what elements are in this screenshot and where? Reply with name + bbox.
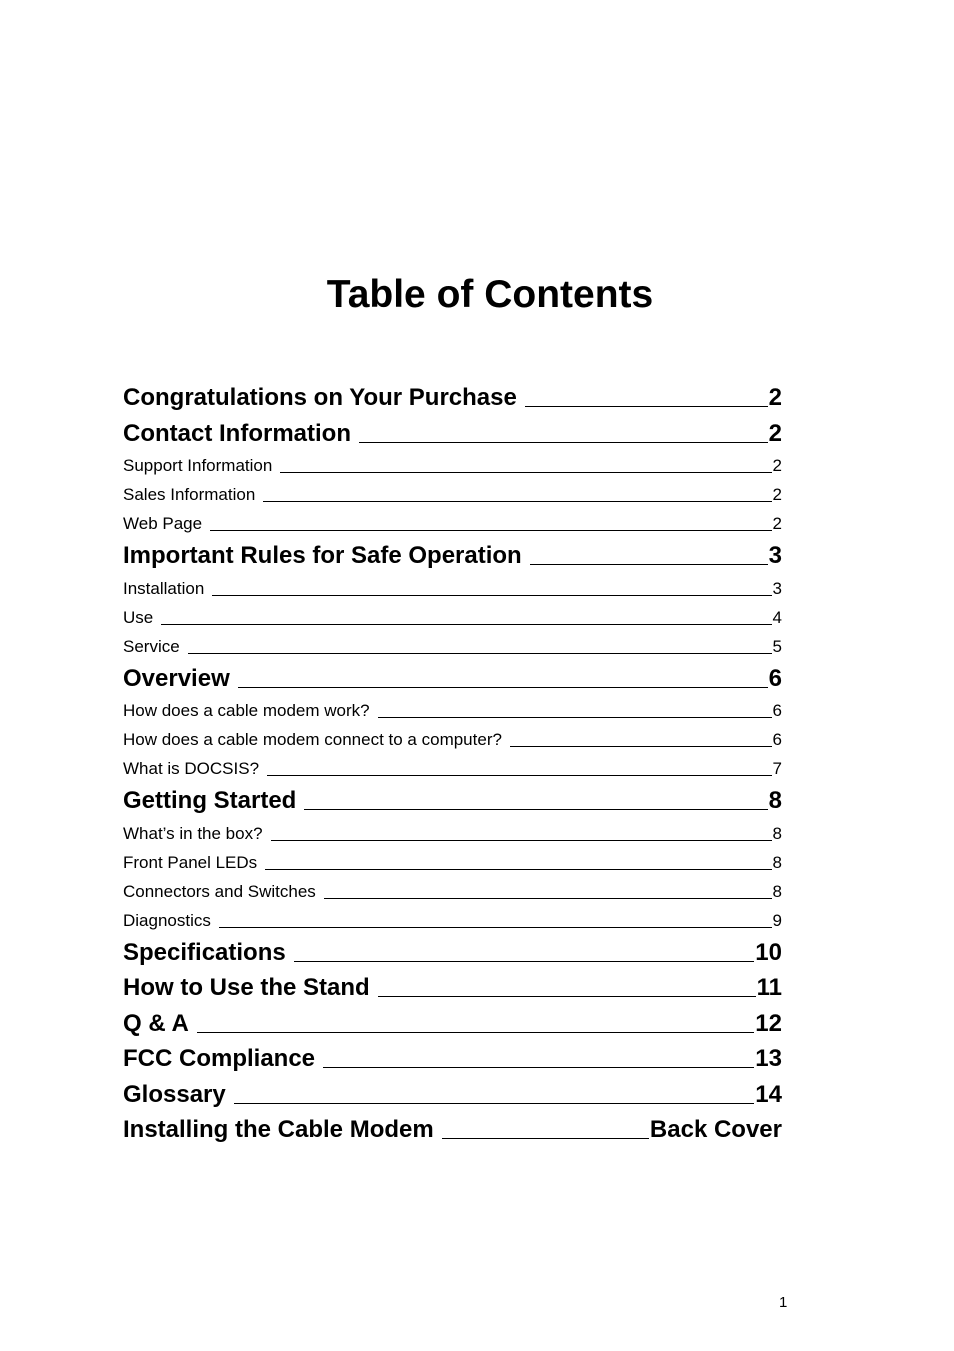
toc-entry-page: 8 — [772, 881, 782, 901]
toc-entry-label: Installing the Cable Modem — [123, 1116, 434, 1143]
toc-entry-label: What’s in the box? — [123, 823, 263, 843]
toc-entry-label: Contact Information — [123, 419, 351, 447]
toc-entry[interactable] — [123, 1006, 782, 1042]
toc-entry[interactable] — [123, 848, 782, 877]
toc-entry[interactable] — [123, 603, 782, 632]
toc-entry-label: What is DOCSIS? — [123, 759, 260, 778]
toc-leader-line — [510, 745, 772, 747]
toc-entry[interactable] — [123, 451, 782, 480]
toc-entry-page: 11 — [756, 974, 782, 1001]
toc-leader-line — [219, 926, 772, 928]
toc-leader-line — [323, 1066, 754, 1068]
toc-entry[interactable] — [123, 754, 782, 783]
toc-entry-label: Connectors and Switches — [123, 881, 316, 901]
toc-leader-line — [265, 868, 771, 870]
toc-leader-line — [525, 405, 768, 407]
toc-entry-label: Use — [123, 607, 154, 627]
toc-entry-page: 3 — [772, 578, 782, 598]
toc-entry[interactable] — [123, 509, 782, 538]
toc-entry-label: Overview — [123, 664, 230, 692]
toc-entry-page: 8 — [768, 787, 782, 814]
toc-entry-page: 6 — [772, 701, 782, 720]
toc-entry-page: 2 — [772, 514, 782, 533]
toc-entry[interactable] — [123, 574, 782, 603]
toc-entry[interactable] — [123, 696, 782, 725]
toc-entry[interactable] — [123, 1041, 782, 1077]
toc-entry-label: Front Panel LEDs — [123, 852, 258, 872]
toc-entry-label: How to Use the Stand — [123, 974, 370, 1001]
toc-entry[interactable] — [123, 480, 782, 509]
toc-entry-label: Diagnostics — [123, 910, 211, 930]
table-of-contents — [123, 380, 782, 1148]
toc-entry[interactable] — [123, 380, 782, 416]
toc-entry[interactable] — [123, 725, 782, 754]
toc-leader-line — [324, 897, 772, 899]
toc-entry-page: 2 — [772, 456, 782, 475]
toc-leader-line — [188, 652, 772, 654]
toc-entry[interactable] — [123, 416, 782, 452]
toc-entry-label: Installation — [123, 578, 205, 598]
toc-entry-label: Support Information — [123, 456, 273, 475]
toc-leader-line — [304, 808, 767, 810]
toc-entry-label: Sales Information — [123, 485, 256, 504]
toc-entry-page: 2 — [768, 384, 782, 411]
toc-entry[interactable] — [123, 970, 782, 1006]
toc-leader-line — [294, 960, 755, 962]
toc-entry-label: How does a cable modem connect to a computer? — [123, 730, 502, 749]
toc-leader-line — [530, 563, 768, 565]
toc-entry[interactable] — [123, 819, 782, 848]
toc-entry-page: 6 — [772, 730, 782, 749]
toc-entry[interactable] — [123, 661, 782, 697]
toc-leader-line — [280, 471, 771, 473]
toc-leader-line — [210, 529, 771, 531]
toc-leader-line — [161, 623, 771, 625]
toc-entry-page: 9 — [772, 910, 782, 930]
toc-leader-line — [263, 500, 771, 502]
toc-entry-label: Getting Started — [123, 787, 297, 814]
toc-entry-label: Congratulations on Your Purchase — [123, 384, 517, 411]
toc-entry-page: 10 — [755, 938, 782, 966]
page-number: 1 — [779, 1294, 788, 1311]
page-title: Table of Contents — [326, 273, 654, 316]
toc-leader-line — [442, 1137, 649, 1139]
toc-leader-line — [267, 774, 771, 776]
toc-leader-line — [212, 594, 771, 596]
toc-entry-page: 3 — [768, 542, 782, 569]
toc-entry[interactable] — [123, 1112, 782, 1148]
toc-entry-page: 8 — [772, 852, 782, 872]
toc-entry-page: 12 — [755, 1009, 782, 1037]
toc-entry-label: Q & A — [123, 1009, 189, 1037]
toc-entry[interactable] — [123, 1077, 782, 1113]
toc-entry[interactable] — [123, 632, 782, 661]
toc-entry[interactable] — [123, 935, 782, 971]
toc-leader-line — [238, 686, 768, 688]
toc-entry-label: Important Rules for Safe Operation — [123, 542, 522, 569]
toc-leader-line — [378, 995, 756, 997]
toc-entry-page: Back Cover — [649, 1116, 782, 1143]
toc-entry-label: FCC Compliance — [123, 1045, 316, 1072]
toc-entry-page: 2 — [772, 485, 782, 504]
toc-entry-page: 14 — [755, 1080, 782, 1108]
toc-leader-line — [234, 1102, 755, 1104]
toc-leader-line — [359, 441, 768, 443]
toc-entry[interactable] — [123, 538, 782, 574]
toc-entry-label: Service — [123, 636, 180, 656]
toc-entry-label: Glossary — [123, 1080, 226, 1108]
toc-leader-line — [271, 839, 772, 841]
toc-entry-label: How does a cable modem work? — [123, 701, 370, 720]
toc-entry-page: 13 — [755, 1045, 782, 1072]
toc-entry-label: Web Page — [123, 514, 203, 533]
toc-entry-page: 8 — [772, 823, 782, 843]
toc-entry[interactable] — [123, 877, 782, 906]
toc-entry-label: Specifications — [123, 938, 286, 966]
toc-entry-page: 7 — [772, 759, 782, 778]
toc-entry[interactable] — [123, 783, 782, 819]
toc-entry-page: 4 — [772, 607, 782, 627]
toc-entry-page: 6 — [768, 664, 782, 692]
toc-entry-page: 5 — [772, 636, 782, 656]
toc-entry-page: 2 — [768, 419, 782, 447]
toc-leader-line — [378, 716, 772, 718]
toc-entry[interactable] — [123, 906, 782, 935]
toc-leader-line — [197, 1031, 755, 1033]
